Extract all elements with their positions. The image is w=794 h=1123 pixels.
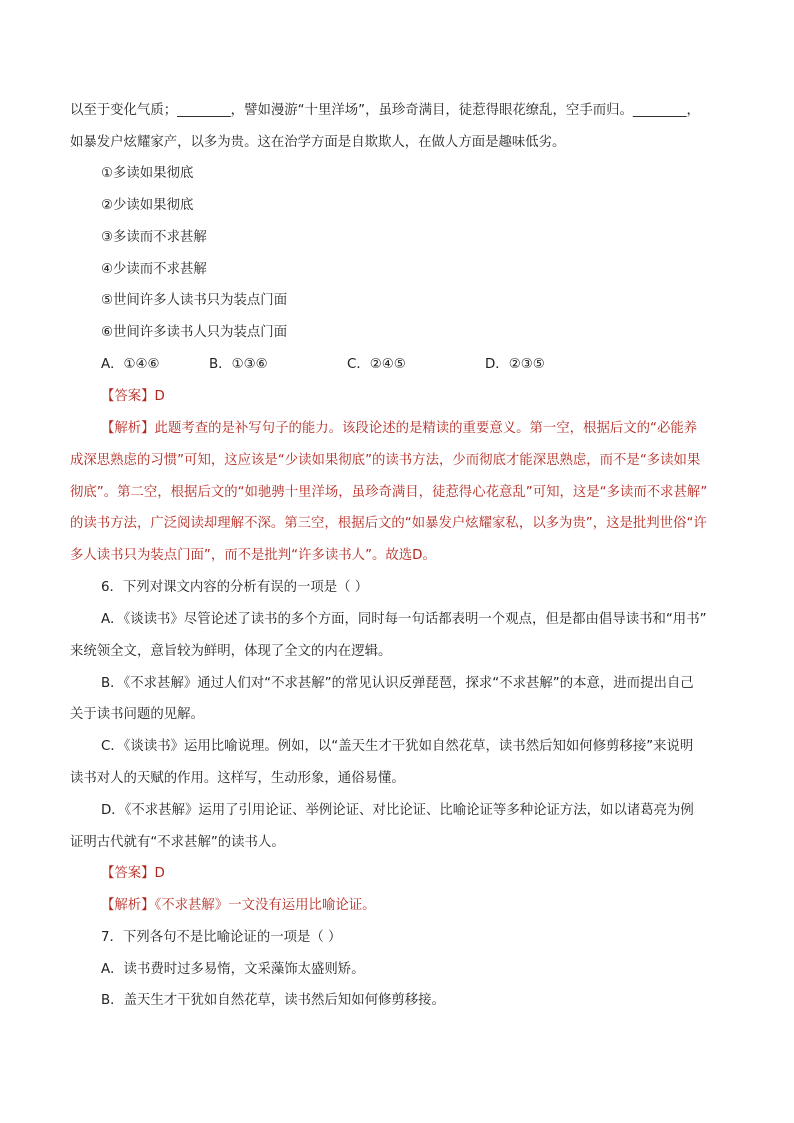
intro-line-1: 以至于变化气质；________，譬如漫游“十里洋场”，虽珍奇满目，徒惹得眼花缭乱，空手而归。________，	[70, 103, 700, 118]
statement-3: ③多读而不求甚解	[101, 230, 207, 245]
statement-5: ⑤世间许多人读书只为装点门面	[101, 293, 288, 308]
statement-2: ②少读如果彻底	[101, 198, 194, 213]
q6-analysis: 【解析】《不求甚解》一文没有运用比喻论证。	[101, 898, 376, 913]
q5-analysis-line-2: 成深思熟虑的习惯”可知，这应该是“少读如果彻底”的读书方法，少而彻底才能深思熟虑，而不是“多读如果	[70, 453, 701, 468]
q6-stem: 6．下列对课文内容的分析有误的一项是（ ）	[101, 580, 369, 595]
statement-4: ④少读而不求甚解	[101, 262, 207, 277]
q6-option-c-line-1: C．《谈读书》运用比喻说理。例如，以“盖天生才干犹如自然花草，读书然后知如何修剪移接”来说明	[101, 739, 694, 754]
q5-option-c: C．②④⑤	[347, 357, 406, 372]
q6-option-a-line-1: A．《谈读书》尽管论述了读书的多个方面，同时每一句话都表明一个观点，但是都由倡导读书和“用书”	[101, 612, 707, 627]
q6-option-d-line-2: 证明古代就有“不求甚解”的读书人。	[70, 835, 285, 850]
q6-option-a-line-2: 来统领全文，意旨较为鲜明，体现了全文的内在逻辑。	[70, 644, 392, 659]
q5-option-a: A．①④⑥	[101, 357, 160, 372]
q5-analysis-line-4: 的读书方法，广泛阅读却理解不深。第三空，根据后文的“如暴发户炫耀家私，以多为贵”，这是批判世俗“许	[70, 516, 707, 531]
q7-option-a: A．读书费时过多易惰，文采藻饰太盛则矫。	[101, 962, 365, 977]
q6-option-b-line-2: 关于读书问题的见解。	[70, 707, 204, 722]
q6-option-d-line-1: D．《不求甚解》运用了引用论证、举例论证、对比论证、比喻论证等多种论证方法，如以诸葛亮为例	[101, 803, 694, 818]
q5-analysis-line-5: 多人读书只为装点门面”，而不是批判“许多读书人”。故选D。	[70, 548, 436, 563]
intro-line-2: 如暴发户炫耀家产，以多为贵。这在治学方面是自欺欺人，在做人方面是趣味低劣。	[70, 135, 566, 150]
q5-option-d: D．②③⑤	[485, 357, 545, 372]
statement-1: ①多读如果彻底	[101, 166, 194, 181]
q7-option-b: B．盖天生才干犹如自然花草，读书然后知如何修剪移接。	[101, 993, 445, 1008]
q5-answer: 【答案】D	[101, 389, 165, 404]
q7-stem: 7．下列各句不是比喻论证的一项是（ ）	[101, 930, 342, 945]
statement-6: ⑥世间许多读书人只为装点门面	[101, 325, 288, 340]
q6-answer: 【答案】D	[101, 866, 165, 881]
q5-analysis-line-1: 【解析】此题考查的是补写句子的能力。该段论述的是精读的重要意义。第一空，根据后文的“必能养	[101, 421, 698, 436]
q5-analysis-line-3: 彻底”。第二空，根据后文的“如驰骋十里洋场，虽珍奇满目，徒惹得心花意乱”可知，这是“多读而不求甚解”	[70, 485, 708, 500]
q5-option-b: B．①③⑥	[209, 357, 268, 372]
q6-option-c-line-2: 读书对人的天赋的作用。这样写，生动形象，通俗易懂。	[70, 771, 405, 786]
q6-option-b-line-1: B．《不求甚解》通过人们对“不求甚解”的常见认识反弹琵琶，探求“不求甚解”的本意，进而提出自己	[101, 676, 694, 691]
